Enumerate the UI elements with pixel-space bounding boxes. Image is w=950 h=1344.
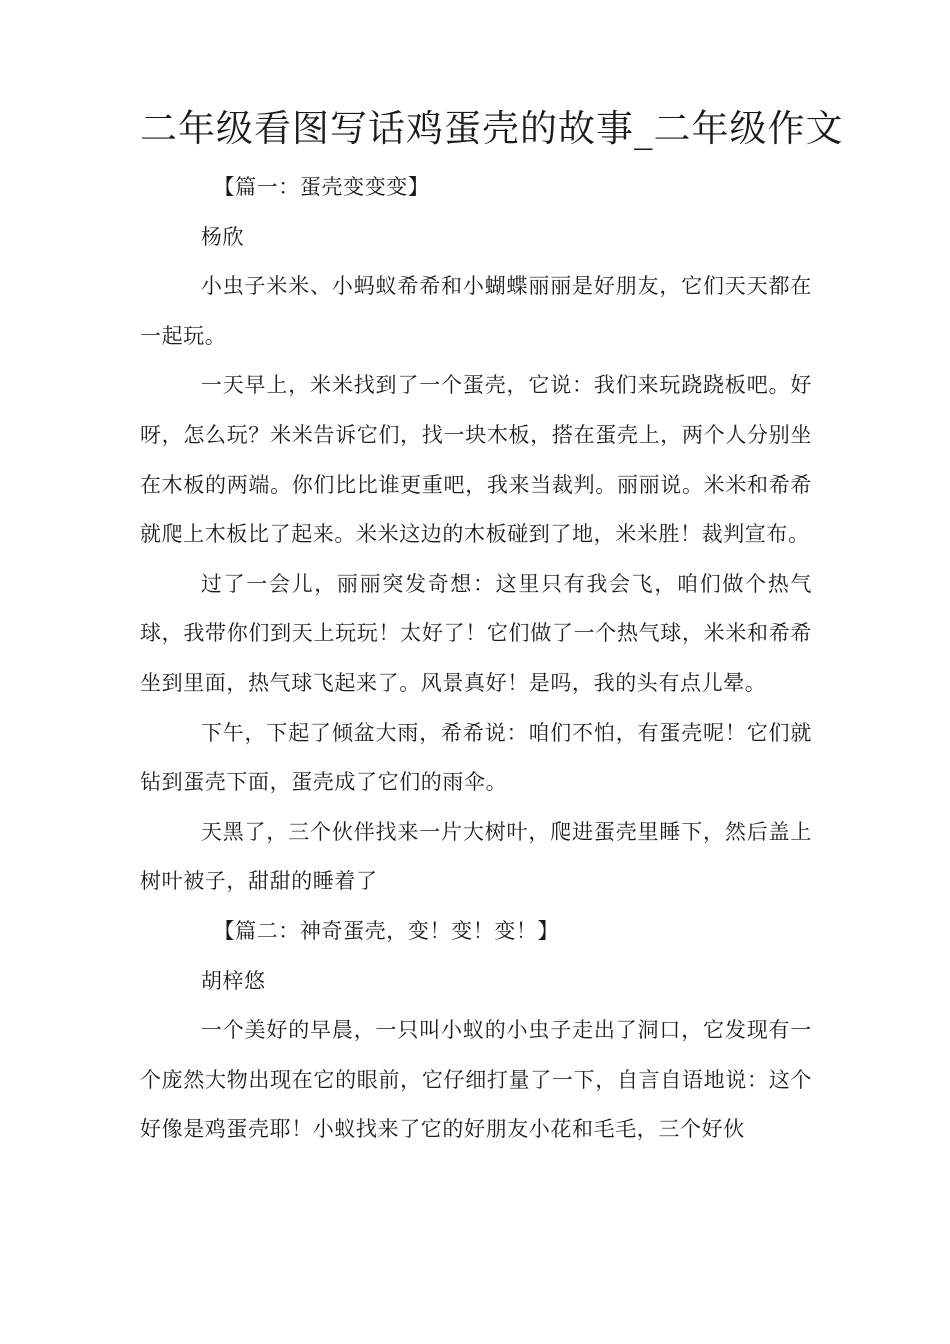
author-name: 胡梓悠 (200, 968, 266, 993)
document-title: 二年级看图写话鸡蛋壳的故事_二年级作文 (140, 107, 844, 150)
section-heading: 【篇二：神奇蛋壳，变！变！变！】 (213, 918, 560, 943)
document-body (140, 163, 812, 1155)
body-paragraph: 一天早上，米米找到了一个蛋壳，它说：我们来玩跷跷板吧。好呀，怎么玩？米米告诉它们，找一块木板，搭在蛋壳上，两个人分别坐在木板的两端。你们比比谁更重吧，我来当裁判。丽丽说。米米和希希就爬上木板比了起来。米米这边的木板碰到了地，米米胜！裁判宣布。 (140, 373, 812, 547)
section-heading: 【篇一：蛋壳变变变】 (213, 175, 430, 199)
author-name: 杨欣 (200, 224, 245, 249)
body-paragraph: 下午，下起了倾盆大雨，希希说：咱们不怕，有蛋壳呢！它们就钻到蛋壳下面，蛋壳成了它们的雨伞。 (140, 720, 812, 795)
body-paragraph: 小虫子米米、小蚂蚁希希和小蝴蝶丽丽是好朋友，它们天天都在一起玩。 (140, 274, 812, 348)
body-paragraph: 过了一会儿，丽丽突发奇想：这里只有我会飞，咱们做个热气球，我带你们到天上玩玩！太好了！它们做了一个热气球，米米和希希坐到里面，热气球飞起来了。风景真好！是吗，我的头有点儿晕。 (140, 571, 812, 695)
body-paragraph: 一个美好的早晨，一只叫小蚁的小虫子走出了洞口，它发现有一个庞然大物出现在它的眼前，它仔细打量了一下，自言自语地说：这个好像是鸡蛋壳耶！小蚁找来了它的好朋友小花和毛毛，三个好伙 (140, 1018, 812, 1142)
body-paragraph: 天黑了，三个伙伴找来一片大树叶，爬进蛋壳里睡下，然后盖上树叶被子，甜甜的睡着了 (140, 819, 812, 894)
